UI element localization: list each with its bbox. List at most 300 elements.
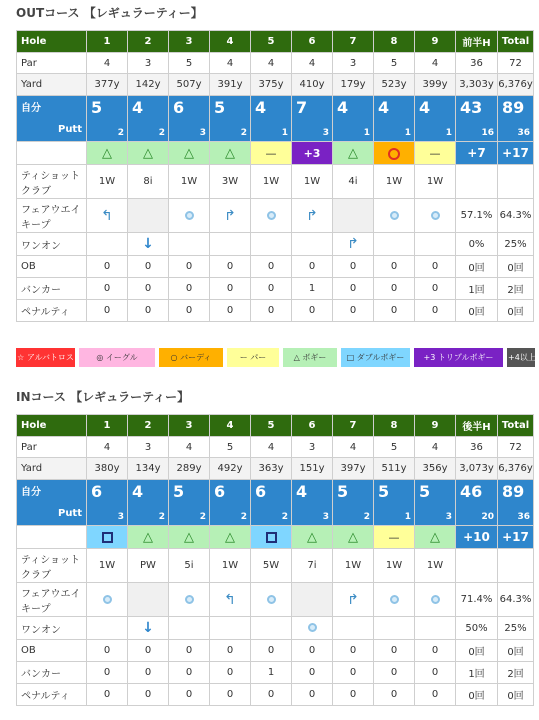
putt-count: 2 [158,512,165,522]
stroke-count: 6 [173,98,185,117]
stroke-count: 89 [502,482,525,501]
score-cell [374,96,415,142]
result-bogey [210,526,251,549]
par-value: 4 [87,437,128,458]
double-bogey-square-icon [266,532,277,543]
result-bogey [128,526,169,549]
double-bogey-square-icon [102,532,113,543]
ob-value: 0 [333,256,374,278]
ob-label: OB [17,640,87,662]
tee-club-value [456,165,498,199]
stroke-count: 5 [91,98,103,117]
score-legend [16,348,535,367]
ob-value: 0 [251,640,292,662]
bogey-triangle-icon: △ [184,145,194,161]
fairway-cell [374,583,415,617]
score-cell [169,480,210,526]
par-value: 4 [415,437,456,458]
in-course-title: INコース 【レギュラーティー】 [16,390,190,404]
green-total: 0% [456,233,498,256]
score-cell [498,96,534,142]
tee-club-value: 5W [251,549,292,583]
putt-count: 2 [281,512,288,522]
par-value: 4 [169,437,210,458]
hole-number: 3 [169,415,210,437]
tee-club-value: 1W [87,549,128,583]
putt-count: 2 [158,128,165,138]
bogey-triangle-icon: △ [307,529,317,545]
putt-count: 3 [199,128,206,138]
ob-value: 0 [251,256,292,278]
yard-value: 134y [128,458,169,480]
green-cell [210,233,251,256]
putt-count: 1 [363,128,370,138]
ob-value: 0 [210,256,251,278]
putt-count: 1 [404,128,411,138]
tee-club-value: 1W [333,549,374,583]
score-cell [169,96,210,142]
fairway-total: 57.1% [456,199,498,233]
yard-value: 375y [251,74,292,96]
green-cell [128,233,169,256]
par-value: 3 [128,437,169,458]
stroke-count: 46 [460,482,483,501]
penalty-label: ペナルティ [17,684,87,706]
bunker-value: 0 [210,278,251,300]
green-cell [333,617,374,640]
ob-value: 0 [87,640,128,662]
yard-value: 142y [128,74,169,96]
par-value: 4 [415,53,456,74]
green-cell [415,233,456,256]
hole-number: 2 [128,31,169,53]
stroke-count: 4 [337,98,349,117]
ob-label: OB [17,256,87,278]
tee-club-label: ティショット クラブ [17,165,87,199]
yard-label: Yard [17,74,87,96]
fairway-cell [415,583,456,617]
hole-number: 5 [251,31,292,53]
stroke-count: 43 [460,98,483,117]
bunker-value: 0 [210,662,251,684]
fairway-total: 71.4% [456,583,498,617]
fairway-cell [128,199,169,233]
score-cell [251,96,292,142]
fairway-hit-icon [390,595,399,604]
green-cell [251,233,292,256]
fairway-hit-icon [431,595,440,604]
stroke-count: 4 [419,98,431,117]
tee-club-value: PW [128,549,169,583]
hole-number: 6 [292,31,333,53]
birdie-circle-icon [388,148,400,160]
green-cell [169,233,210,256]
bunker-value: 0 [415,278,456,300]
result-double [87,526,128,549]
miss-left-arrow-icon: ↰ [101,207,113,224]
penalty-value: 0 [415,300,456,322]
fairway-cell [292,583,333,617]
hole-number: 8 [374,415,415,437]
score-cell [251,480,292,526]
putt-count: 1 [404,512,411,522]
putt-count: 1 [445,128,452,138]
penalty-value: 0 [87,300,128,322]
par-dash-icon: — [429,147,441,160]
ob-value: 0 [333,640,374,662]
yard-value: 151y [292,458,333,480]
stroke-count: 5 [337,482,349,501]
score-cell [374,480,415,526]
ob-value: 0回 [456,640,498,662]
bunker-value: 0 [292,662,333,684]
bogey-triangle-icon: △ [102,145,112,161]
score-cell [210,96,251,142]
result-bogey [415,526,456,549]
stroke-count: 6 [91,482,103,501]
penalty-label: ペナルティ [17,300,87,322]
yard-value: 363y [251,458,292,480]
par-value: 4 [333,437,374,458]
penalty-value: 0 [169,684,210,706]
legend-item: □ ダブルボギー [341,348,410,367]
ob-value: 0 [169,256,210,278]
ob-value: 0 [128,640,169,662]
yard-value: 356y [415,458,456,480]
legend-item: +3 トリプルボギー [414,348,503,367]
par-value: 4 [251,437,292,458]
score-label-text: 自分 [21,487,41,498]
ob-value: 0回 [456,256,498,278]
putt-count: 16 [481,128,494,138]
green-cell [374,233,415,256]
par-value: 4 [87,53,128,74]
stroke-count: 5 [378,482,390,501]
miss-right-arrow-icon: ↱ [347,236,359,252]
result-par [374,526,415,549]
green-cell [415,617,456,640]
stroke-count: 4 [296,482,308,501]
fairway-cell [292,199,333,233]
hole-number: Total [498,31,534,53]
stroke-count: 4 [255,98,267,117]
fairway-cell [415,199,456,233]
fairway-total: 64.3% [498,199,534,233]
bunker-label: バンカー [17,278,87,300]
bunker-value: 1 [251,662,292,684]
fairway-cell [374,199,415,233]
stroke-count: 4 [132,482,144,501]
putt-count: 3 [117,512,124,522]
fairway-hit-icon [431,211,440,220]
penalty-value: 0 [128,684,169,706]
score-cell [292,96,333,142]
hole-number: Total [498,415,534,437]
bunker-value: 0 [374,278,415,300]
bunker-value: 0 [374,662,415,684]
tee-club-value [498,165,534,199]
tee-club-value: 8i [128,165,169,199]
penalty-value: 0 [333,300,374,322]
green-label: ワンオン [17,617,87,640]
putt-count: 2 [117,128,124,138]
result-triple [292,142,333,165]
tee-club-value: 5i [169,549,210,583]
penalty-value: 0 [210,684,251,706]
result-label [17,142,87,165]
tee-club-value: 1W [169,165,210,199]
penalty-value: 0 [292,300,333,322]
penalty-value: 0回 [498,684,534,706]
green-label: ワンオン [17,233,87,256]
putt-count: 36 [517,128,530,138]
ob-value: 0 [292,256,333,278]
score-cell [456,96,498,142]
putt-count: 2 [240,512,247,522]
green-cell [87,617,128,640]
result-bogey [169,526,210,549]
score-cell [415,480,456,526]
hole-header: Hole [17,31,87,53]
yard-value: 399y [415,74,456,96]
par-dash-icon: — [265,147,277,160]
ob-value: 0回 [498,640,534,662]
green-cell [333,233,374,256]
fairway-label: フェアウエイ キープ [17,583,87,617]
legend-item: ー パー [227,348,279,367]
bunker-value: 2回 [498,662,534,684]
ob-value: 0 [292,640,333,662]
stroke-count: 5 [419,482,431,501]
fairway-hit-icon [390,211,399,220]
score-cell [128,480,169,526]
hole-number: 7 [333,31,374,53]
putt-count: 2 [240,128,247,138]
hole-number: 5 [251,415,292,437]
tee-club-value: 1W [210,549,251,583]
score-label [17,96,87,142]
short-down-arrow-icon: ↓ [142,620,154,636]
green-total: 50% [456,617,498,640]
bunker-value: 0 [169,278,210,300]
penalty-value: 0 [87,684,128,706]
score-cell [498,480,534,526]
legend-item: △ ボギー [283,348,337,367]
score-cell [292,480,333,526]
fairway-cell [251,199,292,233]
fairway-label: フェアウエイ キープ [17,199,87,233]
result-bogey [333,142,374,165]
legend-item: ☆ アルバトロス [16,348,75,367]
bunker-label: バンカー [17,662,87,684]
yard-value: 6,376y [498,458,534,480]
par-value: 4 [210,53,251,74]
par-value: 36 [456,437,498,458]
green-cell [374,617,415,640]
penalty-value: 0 [333,684,374,706]
fairway-cell [87,199,128,233]
fairway-cell [169,583,210,617]
putt-count: 1 [281,128,288,138]
score-cell [456,480,498,526]
penalty-value: 0 [251,684,292,706]
par-value: 4 [292,53,333,74]
score-label [17,480,87,526]
bunker-value: 1回 [456,278,498,300]
bunker-value: 0 [87,662,128,684]
tee-club-label: ティショット クラブ [17,549,87,583]
putt-count: 3 [322,512,329,522]
miss-right-arrow-icon: ↱ [224,207,236,224]
tee-club-value: 1W [415,549,456,583]
result-bogey [210,142,251,165]
bunker-value: 0 [251,278,292,300]
stroke-count: 4 [132,98,144,117]
bogey-triangle-icon: △ [225,145,235,161]
fairway-hit-icon [267,595,276,604]
hole-number: 8 [374,31,415,53]
fairway-total: 64.3% [498,583,534,617]
short-down-arrow-icon: ↓ [142,236,154,252]
fairway-cell [333,583,374,617]
score-cell [87,480,128,526]
tee-club-value: 4i [333,165,374,199]
ob-value: 0 [87,256,128,278]
result-bogey [128,142,169,165]
score-cell [210,480,251,526]
hole-number: 3 [169,31,210,53]
bunker-value: 0 [128,662,169,684]
putt-count: 20 [481,512,494,522]
yard-value: 511y [374,458,415,480]
fairway-cell [251,583,292,617]
tee-club-value: 1W [374,549,415,583]
hole-number: 9 [415,415,456,437]
par-dash-icon: — [388,531,400,544]
bunker-value: 0 [128,278,169,300]
stroke-count: 7 [296,98,308,117]
result-double [251,526,292,549]
miss-left-arrow-icon: ↰ [224,591,236,608]
par-label: Par [17,437,87,458]
penalty-value: 0 [374,684,415,706]
bunker-value: 0 [333,662,374,684]
fairway-cell [128,583,169,617]
par-value: 5 [374,53,415,74]
hole-number: 4 [210,31,251,53]
out-scorecard [16,30,534,322]
result-label [17,526,87,549]
yard-value: 179y [333,74,374,96]
hole-number: 7 [333,415,374,437]
yard-value: 380y [87,458,128,480]
bunker-value: 0 [415,662,456,684]
result-total: +17 [498,526,534,549]
tee-club-value: 1W [374,165,415,199]
result-par [251,142,292,165]
stroke-count: 4 [378,98,390,117]
penalty-value: 0 [374,300,415,322]
par-value: 5 [374,437,415,458]
yard-value: 507y [169,74,210,96]
hole-header: Hole [17,415,87,437]
tee-club-value: 3W [210,165,251,199]
putt-count: 2 [199,512,206,522]
par-value: 5 [169,53,210,74]
penalty-value: 0 [128,300,169,322]
par-value: 5 [210,437,251,458]
yard-value: 3,073y [456,458,498,480]
result-par [415,142,456,165]
bogey-triangle-icon: △ [348,145,358,161]
stroke-count: 6 [255,482,267,501]
result-total: +10 [456,526,498,549]
score-cell [333,96,374,142]
green-cell [292,617,333,640]
tee-club-value: 1W [87,165,128,199]
result-bogey [333,526,374,549]
par-value: 72 [498,53,534,74]
bogey-triangle-icon: △ [143,145,153,161]
penalty-value: 0 [251,300,292,322]
ob-value: 0 [210,640,251,662]
bogey-triangle-icon: △ [184,529,194,545]
score-cell [415,96,456,142]
bunker-value: 0 [333,278,374,300]
yard-value: 3,303y [456,74,498,96]
result-bogey [169,142,210,165]
yard-value: 410y [292,74,333,96]
result-total: +7 [456,142,498,165]
par-label: Par [17,53,87,74]
green-cell [87,233,128,256]
result-bogey [87,142,128,165]
legend-item: +4以上 [507,348,535,367]
fairway-hit-icon [103,595,112,604]
bogey-triangle-icon: △ [348,529,358,545]
result-total: +17 [498,142,534,165]
yard-value: 377y [87,74,128,96]
yard-value: 492y [210,458,251,480]
fairway-cell [210,583,251,617]
stroke-count: 5 [214,98,226,117]
putt-count: 2 [363,512,370,522]
fairway-cell [333,199,374,233]
in-scorecard [16,414,534,706]
bunker-value: 1 [292,278,333,300]
putt-label: Putt [57,124,82,135]
putt-count: 3 [322,128,329,138]
ob-value: 0 [128,256,169,278]
score-cell [87,96,128,142]
fairway-cell [169,199,210,233]
score-cell [128,96,169,142]
green-cell [251,617,292,640]
ob-value: 0 [415,256,456,278]
hole-number: 9 [415,31,456,53]
hole-number: 前半H [456,31,498,53]
yard-value: 391y [210,74,251,96]
tee-club-value [498,549,534,583]
legend-item: ◎ イーグル [79,348,155,367]
penalty-value: 0 [169,300,210,322]
penalty-value: 0回 [456,300,498,322]
green-cell [210,617,251,640]
miss-right-arrow-icon: ↱ [347,591,359,608]
green-hit-icon [308,623,317,632]
tee-club-value: 1W [415,165,456,199]
ob-value: 0 [374,256,415,278]
